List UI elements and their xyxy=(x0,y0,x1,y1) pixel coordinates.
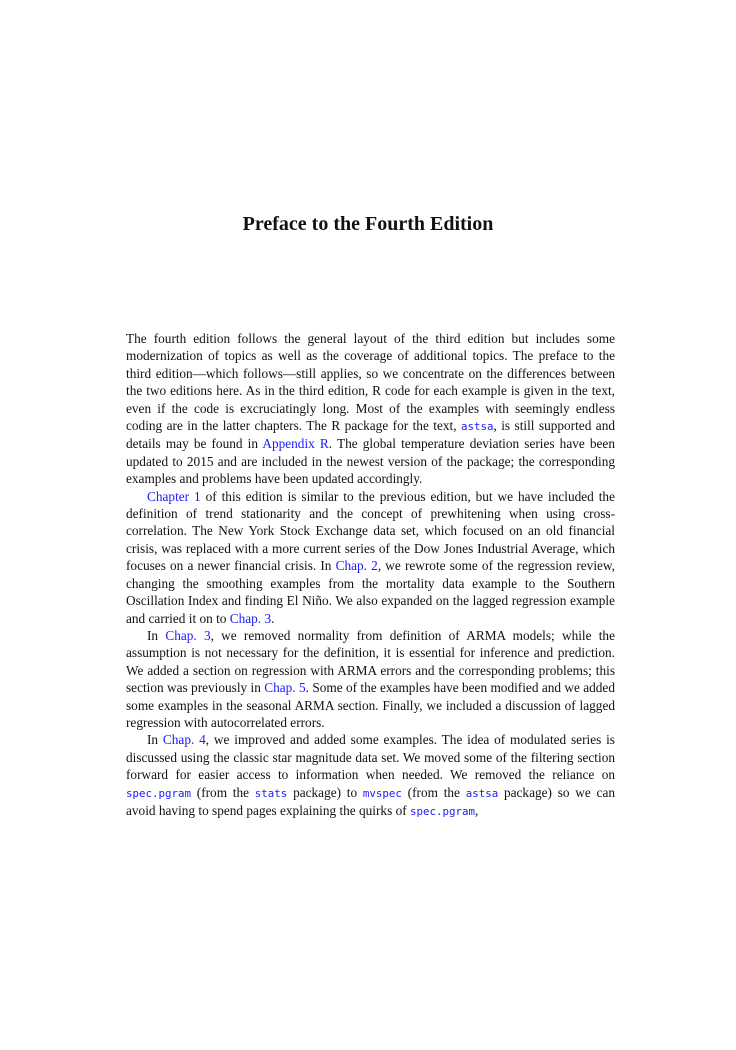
paragraph-text: In xyxy=(147,627,166,643)
cross-reference-link[interactable]: Chap. 3 xyxy=(165,627,211,643)
paragraph-text: (from the xyxy=(191,784,255,800)
cross-reference-link[interactable]: Chap. 4 xyxy=(162,732,206,748)
paragraph-text: package) so we can avoid having to spend pages explaining the quirks of xyxy=(126,784,615,818)
code-identifier: stats xyxy=(254,786,288,800)
paragraph-text: . xyxy=(271,610,275,626)
paragraph-1 xyxy=(126,330,615,488)
page-title: Preface to the Fourth Edition xyxy=(242,213,494,235)
cross-reference-link[interactable]: Chap. 3 xyxy=(229,610,272,626)
paragraph-4 xyxy=(126,731,615,820)
paragraph-text: , we rewrote some of the regression review, changing the smoothing examples from the mortality data example to the Southern Oscillation Index and finding El Niño. We also expanded on the lagged regression example and carried it on to xyxy=(126,558,615,626)
cross-reference-link[interactable]: Chap. 2 xyxy=(335,558,378,574)
paragraph-text: . The global temperature deviation series have been updated to 2015 and are included in the newest version of the package; the corresponding examples and problems have been updated accordingly. xyxy=(126,436,615,487)
paragraph-text: . Some of the examples have been modified and we added some examples in the seasonal ARMA section. Finally, we included a discussion of lagged regression with autocorrelated errors. xyxy=(126,680,615,730)
paragraph-2 xyxy=(126,488,615,627)
paragraph-text: In xyxy=(147,732,163,748)
paragraph-text: of this edition is similar to the previous edition, but we have included the definition of trend stationarity and the concept of prewhitening when using cross-correlation. The New York Stock Exchange data set, which focused on an old financial crisis, was replaced with a more current series of the Dow Jones Industrial Average, which focuses on a newer financial crisis. In xyxy=(126,488,615,574)
paragraph-3 xyxy=(126,627,615,731)
preface-body xyxy=(126,330,615,820)
code-identifier: astsa xyxy=(465,786,499,800)
paragraph-text: , we removed normality from definition of ARMA models; while the assumption is not necessary for the definition, it is essential for inference and prediction. We added a section on regression with ARMA errors and the corresponding problems; this section was previously in xyxy=(126,627,615,696)
code-identifier: spec.pgram xyxy=(126,786,192,800)
code-identifier: mvspec xyxy=(362,786,402,800)
paragraph-text: , is still supported and details may be found in xyxy=(126,418,615,452)
code-identifier: astsa xyxy=(460,420,494,434)
cross-reference-link[interactable]: Chap. 5 xyxy=(264,680,306,696)
paragraph-text: , we improved and added some examples. The idea of modulated series is discussed using the classic star magnitude data set. We moved some of the filtering section forward for easier access to information when needed. We removed the reliance on xyxy=(126,732,615,783)
paragraph-text: , xyxy=(475,802,479,818)
cross-reference-link[interactable]: Appendix R xyxy=(262,436,329,452)
cross-reference-link[interactable]: Chapter 1 xyxy=(147,488,201,504)
code-identifier: spec.pgram xyxy=(409,804,475,818)
paragraph-text: The fourth edition follows the general layout of the third edition but includes some modernization of topics as well as the coverage of additional topics. The preface to the third edition—which follows—still applies, so we concentrate on the differences between the two editions here. As in the third edition, R code for each example is given in the text, even if the code is excruciatingly long. Most of the examples with seemingly endless coding are in the latter chapters. The R package for the text, xyxy=(126,331,615,434)
paragraph-text: package) to xyxy=(287,784,363,800)
paragraph-text: (from the xyxy=(401,784,466,800)
